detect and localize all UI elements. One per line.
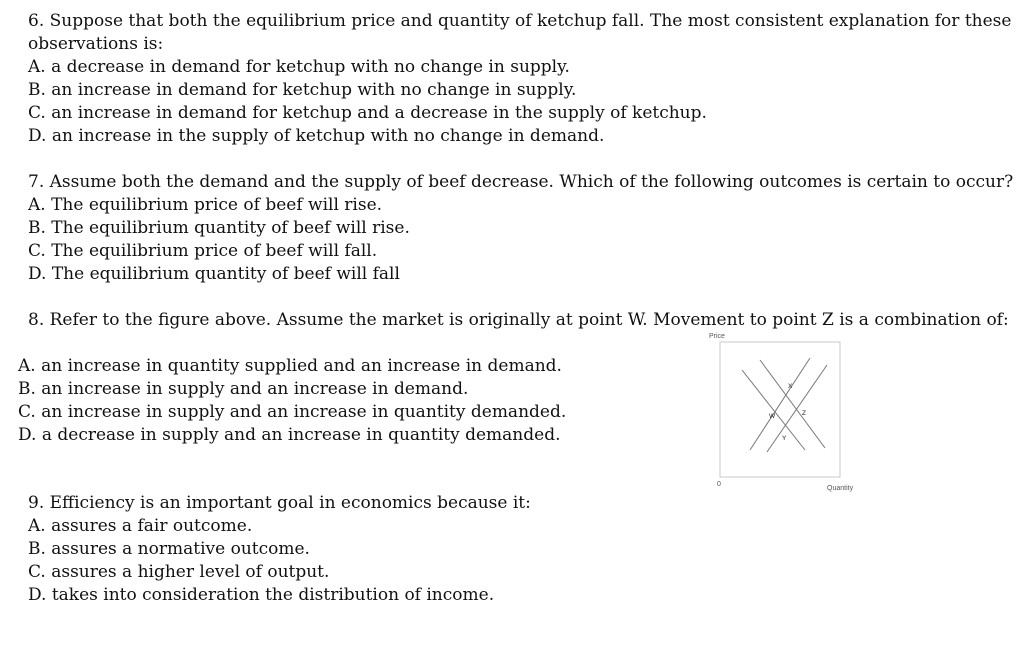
q6-option-c: C. an increase in demand for ketchup and a decrease in the supply of ketchup. [28, 103, 707, 123]
q6-stem-line1: 6. Suppose that both the equilibrium price and quantity of ketchup fall. The most consistent explanation for these [28, 11, 1012, 31]
q9-option-c: C. assures a higher level of output. [28, 562, 330, 582]
q8-option-b: B. an increase in supply and an increase in demand. [18, 379, 469, 399]
q9-option-b: B. assures a normative outcome. [28, 539, 310, 559]
q8-option-c: C. an increase in supply and an increase in quantity demanded. [18, 402, 567, 422]
supply-demand-graph [695, 330, 865, 495]
q7-option-b: B. The equilibrium quantity of beef will rise. [28, 218, 410, 238]
q6-option-b: B. an increase in demand for ketchup with no change in supply. [28, 80, 577, 100]
q7-option-d: D. The equilibrium quantity of beef will fall [28, 264, 400, 284]
q6-stem-line2: observations is: [28, 34, 164, 54]
supply-demand-figure [695, 330, 865, 495]
graph-frame [720, 342, 840, 477]
quantity-axis-label: Quantity [827, 485, 854, 492]
q8-stem: 8. Refer to the figure above. Assume the market is originally at point W. Movement to point Z is a combination of: [28, 310, 1009, 330]
origin-label: 0 [717, 481, 721, 488]
q6-option-a: A. a decrease in demand for ketchup with no change in supply. [28, 57, 570, 77]
supply-curve-1 [750, 358, 810, 450]
point-z-label: Z [802, 410, 806, 417]
q7-option-a: A. The equilibrium price of beef will rise. [28, 195, 383, 215]
point-w-label: W [769, 413, 776, 420]
q8-option-a: A. an increase in quantity supplied and an increase in demand. [18, 356, 562, 376]
q9-option-d: D. takes into consideration the distribution of income. [28, 585, 495, 605]
q8-option-d: D. a decrease in supply and an increase in quantity demanded. [18, 425, 561, 445]
point-y-label: Y [782, 435, 787, 442]
q6-option-d: D. an increase in the supply of ketchup with no change in demand. [28, 126, 605, 146]
q7-option-c: C. The equilibrium price of beef will fall. [28, 241, 378, 261]
price-axis-label: Price [709, 333, 725, 340]
q7-stem: 7. Assume both the demand and the supply of beef decrease. Which of the following outcomes is certain to occur? [28, 172, 1014, 192]
q9-option-a: A. assures a fair outcome. [28, 516, 253, 536]
q9-stem: 9. Efficiency is an important goal in economics because it: [28, 493, 531, 513]
point-x-label: X [788, 383, 793, 390]
